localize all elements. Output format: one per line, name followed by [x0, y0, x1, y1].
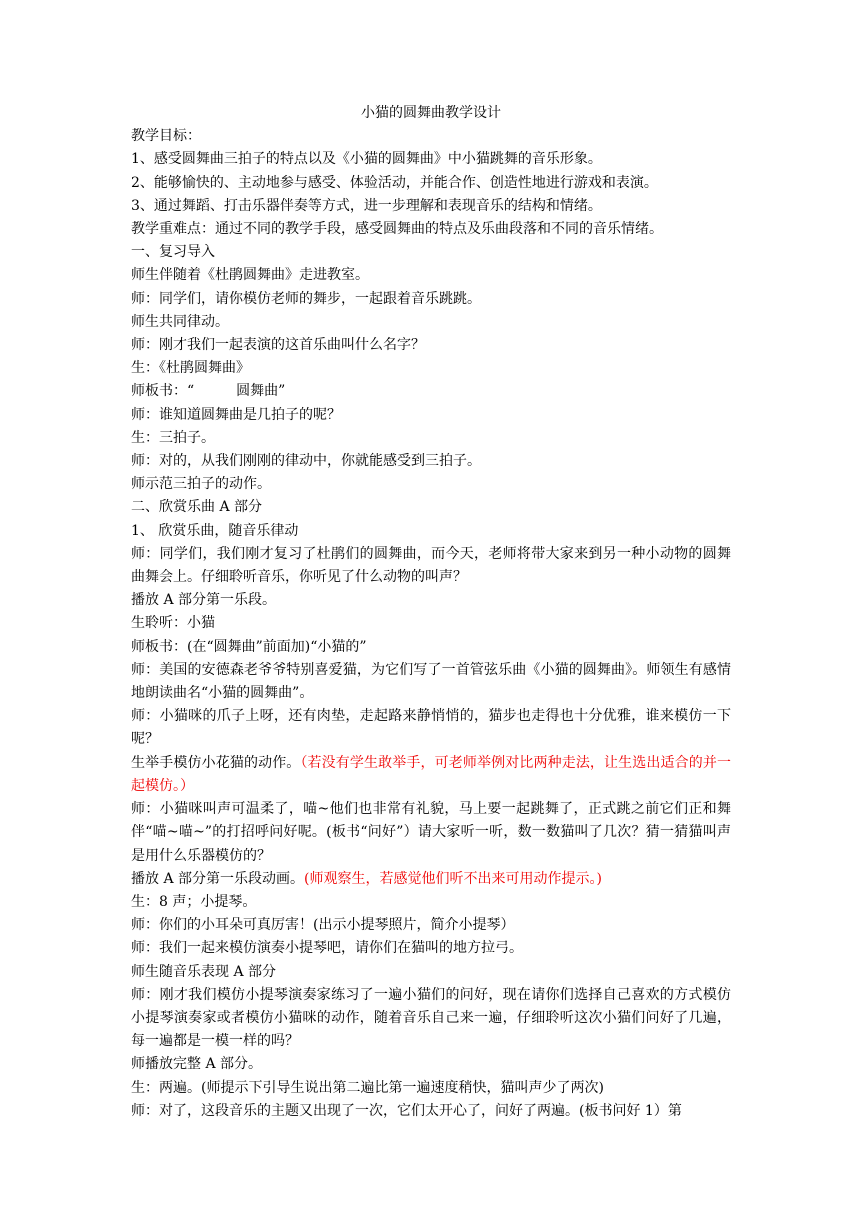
- paragraph: [131, 914, 731, 937]
- document-body: [131, 125, 731, 1123]
- paragraph: [131, 891, 731, 914]
- paragraph: [131, 1053, 731, 1076]
- paragraph-text: 师：谁知道圆舞曲是几拍子的呢？: [131, 406, 341, 423]
- paragraph: [131, 427, 731, 450]
- paragraph-text: 师播放完整 A 部分。: [131, 1056, 263, 1073]
- paragraph-text: 师生随音乐表现 A 部分: [131, 963, 277, 980]
- paragraph-text: 2、能够愉快的、主动地参与感受、体验活动，并能合作、创造性地进行游戏和表演。: [131, 174, 658, 191]
- paragraph-text: 生聆听：小猫: [131, 615, 215, 632]
- paragraph-text: 3、通过舞蹈、打击乐器伴奏等方式，进一步理解和表现音乐的结构和情绪。: [131, 197, 602, 214]
- paragraph: [131, 868, 731, 891]
- paragraph-text: 播放 A 部分第一乐段。: [131, 592, 277, 609]
- paragraph: [131, 195, 731, 218]
- paragraph: [131, 961, 731, 984]
- paragraph: [131, 705, 731, 751]
- paragraph-text: 师生伴随着《杜鹃圆舞曲》走进教室。: [131, 267, 369, 284]
- paragraph: [131, 612, 731, 635]
- paragraph: [131, 380, 731, 403]
- paragraph: [131, 450, 731, 473]
- paragraph: [131, 1077, 731, 1100]
- paragraph: [131, 984, 731, 1054]
- paragraph: [131, 798, 731, 868]
- paragraph-text: 1、感受圆舞曲三拍子的特点以及《小猫的圆舞曲》中小猫跳舞的音乐形象。: [131, 151, 602, 168]
- paragraph: [131, 357, 731, 380]
- paragraph-text: 生举手模仿小花猫的动作。: [131, 754, 301, 771]
- paragraph-text: 师生共同律动。: [131, 313, 229, 330]
- paragraph-text: 播放 A 部分第一乐段动画。: [131, 870, 305, 887]
- paragraph: [131, 543, 731, 589]
- paragraph: [131, 1100, 731, 1123]
- paragraph: [131, 264, 731, 287]
- paragraph: [131, 288, 731, 311]
- paragraph: [131, 520, 731, 543]
- paragraph-text: 师：小猫咪叫声可温柔了，喵~他们也非常有礼貌，马上要一起跳舞了，正式跳之前它们正和舞伴“喵~喵~”的打招呼问好呢。(板书“问好”）请大家听一听，数一数猫叫了几次？猜一猜猫叫声是用什么乐器模仿的？: [131, 801, 731, 864]
- paragraph: [131, 473, 731, 496]
- paragraph-text: 1、 欣赏乐曲，随音乐律动: [131, 522, 299, 539]
- paragraph: [131, 172, 731, 195]
- paragraph: [131, 125, 731, 148]
- paragraph-text: 师：对的，从我们刚刚的律动中，你就能感受到三拍子。: [131, 453, 481, 470]
- paragraph: [131, 311, 731, 334]
- paragraph-text: 生：三拍子。: [131, 429, 215, 446]
- paragraph: [131, 334, 731, 357]
- paragraph-text: 师：小猫咪的爪子上呀，还有肉垫，走起路来静悄悄的，猫步也走得也十分优雅，谁来模仿一下呢？: [131, 708, 731, 748]
- paragraph-text: 二、欣赏乐曲 A 部分: [131, 499, 263, 516]
- paragraph-text: 师：同学们，我们刚才复习了杜鹃们的圆舞曲，而今天，老师将带大家来到另一种小动物的圆舞曲舞会上。仔细聆听音乐，你听见了什么动物的叫声？: [131, 545, 731, 586]
- paragraph-text: 师板书：“ 圆舞曲”: [131, 383, 286, 400]
- document-page: [131, 102, 731, 1123]
- paragraph-text: 教学目标：: [131, 128, 201, 145]
- paragraph: [131, 589, 731, 612]
- paragraph-text: 师：刚才我们模仿小提琴演奏家练习了一遍小猫们的问好，现在请你们选择自己喜欢的方式模仿小提琴演奏家或者模仿小猫咪的动作，随着音乐自己来一遍，仔细聆听这次小猫们问好了几遍，每一遍都是一模一样的吗？: [131, 986, 731, 1050]
- paragraph-text: 师：美国的安德森老爷爷特别喜爱猫，为它们写了一首管弦乐曲《小猫的圆舞曲》。师领生有感情地朗读曲名“小猫的圆舞曲”。: [131, 661, 731, 702]
- paragraph: [131, 404, 731, 427]
- paragraph-text: 生：两遍。(师提示下引导生说出第二遍比第一遍速度稍快，猫叫声少了两次): [131, 1079, 604, 1096]
- paragraph: [131, 937, 731, 960]
- document-title: 小猫的圆舞曲教学设计: [361, 105, 501, 121]
- paragraph: [131, 148, 731, 171]
- paragraph-text: 师板书：(在“圆舞曲”前面加)“小猫的”: [131, 638, 367, 655]
- paragraph-text: 师：对了，这段音乐的主题又出现了一次，它们太开心了，问好了两遍。(板书问好 1）第: [131, 1102, 682, 1119]
- paragraph-text: 师：同学们，请你模仿老师的舞步，一起跟着音乐跳跳。: [131, 290, 481, 307]
- paragraph-text: 生：《杜鹃圆舞曲》: [131, 360, 250, 377]
- paragraph-text: 生：8 声；小提琴。: [131, 893, 257, 910]
- paragraph: [131, 218, 731, 241]
- teacher-note: （若没有学生敢举手，可老师举例对比两种走法，让生选出适合的并一起模仿。）: [131, 754, 732, 794]
- paragraph-text: 一、复习导入: [131, 244, 215, 261]
- paragraph: [131, 496, 731, 519]
- paragraph-text: 师示范三拍子的动作。: [131, 476, 271, 493]
- teacher-note: (师观察生，若感觉他们听不出来可用动作提示。): [304, 870, 602, 887]
- paragraph: [131, 659, 731, 705]
- paragraph-text: 师：刚才我们一起表演的这首乐曲叫什么名字？: [131, 337, 425, 354]
- paragraph: [131, 241, 731, 264]
- paragraph-text: 师：我们一起来模仿演奏小提琴吧，请你们在猫叫的地方拉弓。: [131, 940, 523, 957]
- paragraph: [131, 636, 731, 659]
- paragraph-text: 师：你们的小耳朵可真厉害！(出示小提琴照片，简介小提琴）: [131, 917, 515, 934]
- paragraph-text: 教学重难点：通过不同的教学手段，感受圆舞曲的特点及乐曲段落和不同的音乐情绪。: [131, 221, 663, 238]
- paragraph: [131, 752, 731, 798]
